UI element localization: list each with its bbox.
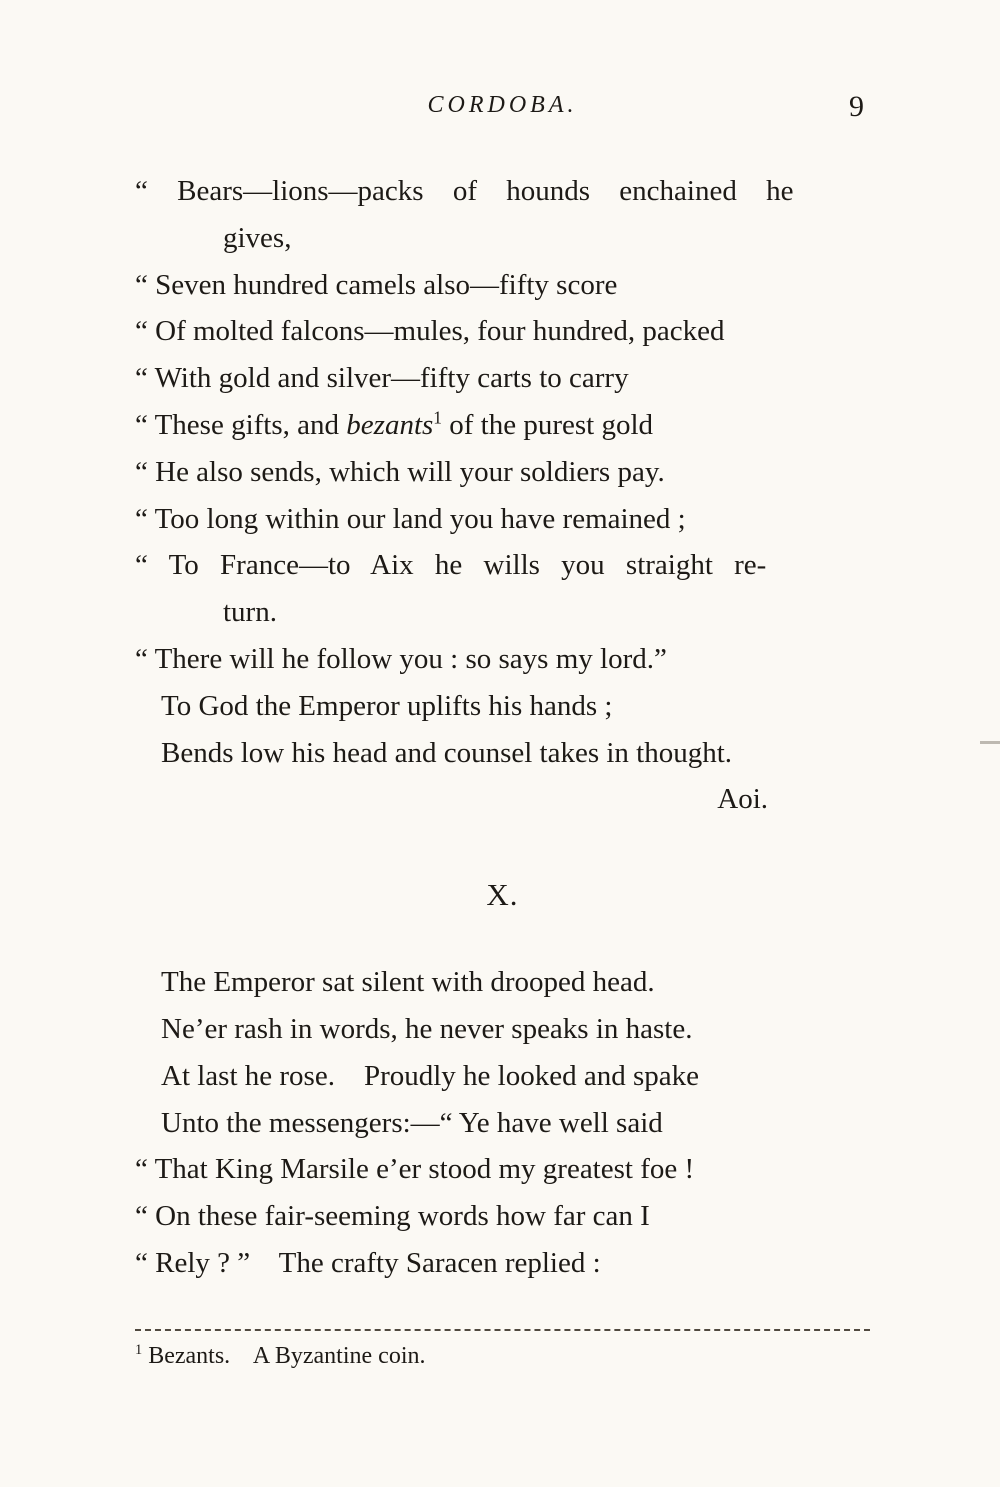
- poem-line: Bends low his head and counsel takes in thought.: [161, 736, 733, 769]
- line-text: of the purest gold: [441, 408, 653, 441]
- poem-line: “ Seven hundred camels also—fifty score: [135, 268, 618, 301]
- poem-line: At last he rose. Proudly he looked and spake: [161, 1059, 700, 1092]
- footnote: [135, 1343, 870, 1370]
- poem-line: “ Bears—lions—packs of hounds enchained he: [135, 175, 794, 207]
- poem-line: “ There will he follow you : so says my lord.”: [135, 642, 667, 675]
- poem-line: “ He also sends, which will your soldiers pay.: [135, 455, 665, 488]
- section-heading: X.: [486, 877, 519, 913]
- poem-line: “ On these fair-seeming words how far can I: [135, 1200, 650, 1233]
- running-header: [135, 92, 870, 134]
- stanza-x: [135, 959, 870, 1287]
- poem-line-continuation: gives,: [223, 221, 292, 254]
- poem-line: “ With gold and silver—fifty carts to carry: [135, 362, 629, 395]
- scan-artifact: [980, 741, 1000, 744]
- footnote-text: Bezants. A Byzantine coin.: [142, 1342, 426, 1369]
- footnote-number: 1: [135, 1341, 143, 1358]
- poem-line: Unto the messengers:—“ Ye have well said: [161, 1106, 663, 1139]
- poem-line: Ne’er rash in words, he never speaks in haste.: [161, 1012, 693, 1045]
- poem-line: [135, 402, 870, 449]
- page-number: 9: [849, 90, 864, 123]
- poem-line: “ To France—to Aix he wills you straight re-: [135, 549, 767, 582]
- aoi-refrain: Aoi.: [717, 783, 768, 816]
- poem-line: The Emperor sat silent with drooped head.: [161, 966, 655, 999]
- poem-line: “ That King Marsile e’er stood my greatest foe !: [135, 1153, 695, 1186]
- italic-word: bezants: [346, 408, 434, 441]
- stanza-ix: [135, 168, 870, 823]
- poem-line: To God the Emperor uplifts his hands ;: [161, 689, 613, 722]
- poem-line: “ Too long within our land you have remained ;: [135, 502, 686, 535]
- footnote-rule: [135, 1329, 870, 1331]
- header-title: CORDOBA.: [427, 92, 578, 118]
- poem-line: “ Rely ? ” The crafty Saracen replied :: [135, 1246, 601, 1279]
- poem-line: “ Of molted falcons—mules, four hundred, packed: [135, 315, 725, 348]
- line-text: “ These gifts, and: [135, 408, 347, 441]
- footnote-marker: 1: [433, 407, 442, 428]
- poem-line-continuation: turn.: [223, 596, 277, 629]
